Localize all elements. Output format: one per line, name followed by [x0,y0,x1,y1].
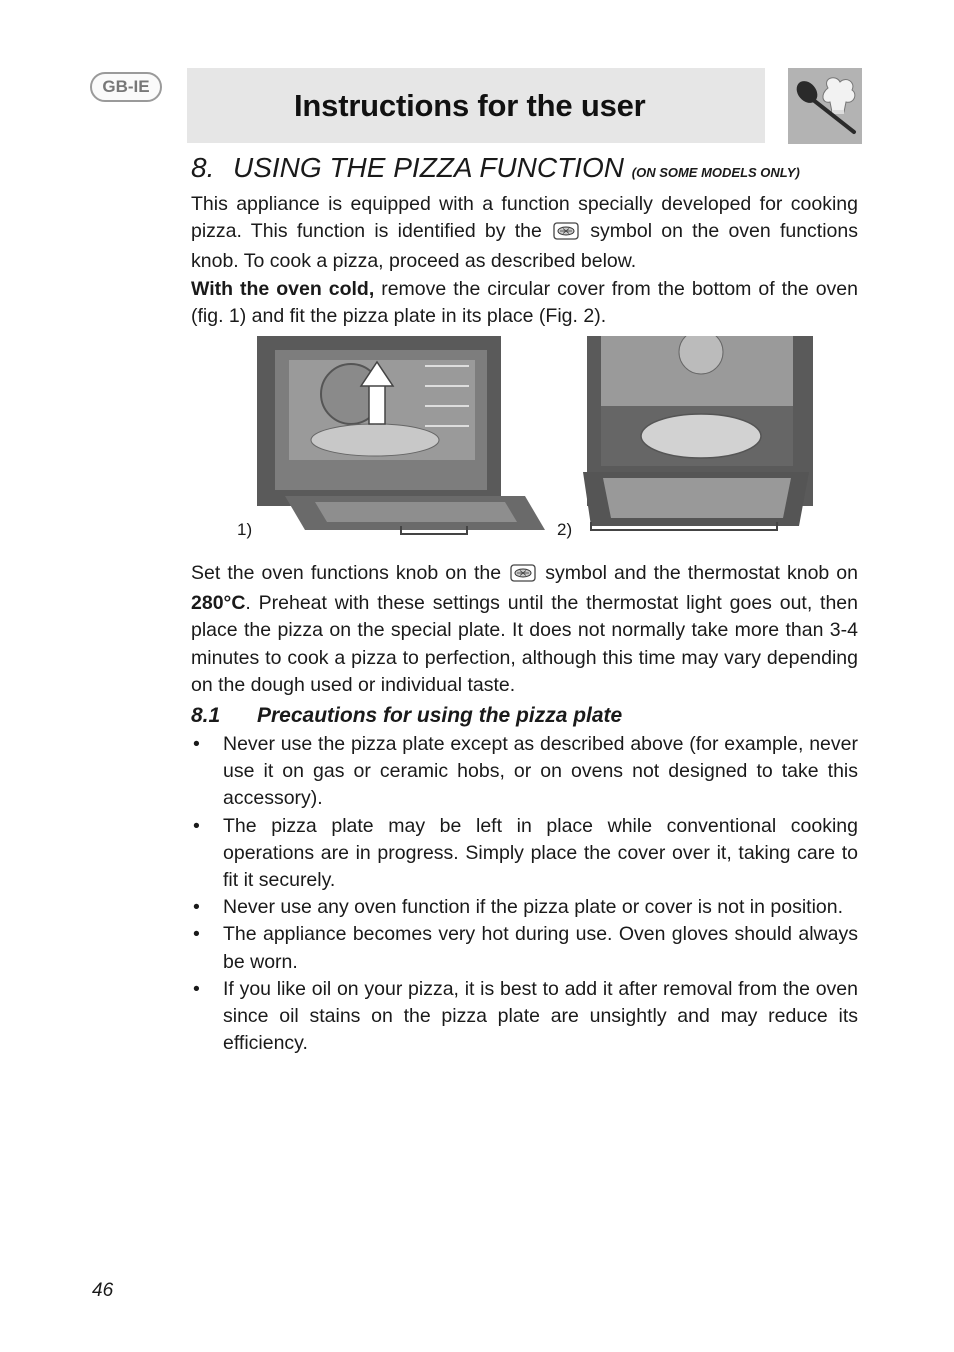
figures [191,336,858,558]
section-number: 8. [191,152,215,183]
subsection-number: 8.1 [191,704,221,728]
settings-paragraph [191,560,858,699]
oven-cold-paragraph [191,276,858,330]
section-title: USING THE PIZZA FUNCTION [233,152,624,183]
oven-cold-text: remove the circular cover from the bottom of the oven (fig. 1) and fit the pizza plate in its place (Fig. 2). [191,277,859,327]
figure-2-pizza-plate-fitted [577,336,817,536]
list-item: • The pizza plate may be left in place while conventional cooking operations are in progress. Simply place the cover over it, taking care to fit it securely. [191,813,858,895]
list-item: • If you like oil on your pizza, it is best to add it after removal from the oven since oil stains on the pizza plate are unsightly and may reduce its efficiency. [191,976,858,1058]
settings-text-rest: . Preheat with these settings until the thermostat light goes out, then place the pizza on the special plate. It does not normally take more than 3-4 minutes to cook a pizza to perfection, although this time may vary depending on the dough used or individual taste. [191,592,858,696]
figure-1-label: 1) [237,520,253,540]
figure-2-label: 2) [557,520,573,540]
intro-text-a: This appliance is equipped with a function specially developed for cooking pizza. This function is identified by the [191,193,858,243]
pizza-function-icon-2 [510,563,536,590]
intro-text-b: symbol on the oven functions knob. To cook a pizza, proceed as described below. [191,220,858,273]
figure-1-oven-cover-removal [255,336,545,536]
subsection-title: Precautions for using the pizza plate [257,704,623,728]
chef-hat-spoon-icon [788,68,862,144]
list-item: • Never use the pizza plate except as described above (for example, never use it on gas or ceramic hobs, or on ovens not designed to take this accessory). [191,731,858,813]
oven-cold-bold: With the oven cold, [191,277,375,300]
page-number: 46 [92,1280,114,1301]
settings-text-b: symbol and the thermostat knob on [545,562,858,585]
list-item: • Never use any oven function if the pizza plate or cover is not in position. [191,894,858,921]
main-content [191,150,858,1057]
section-heading [191,150,858,191]
page-header [187,68,765,143]
intro-paragraph [191,191,858,276]
subsection-heading [191,701,858,731]
precautions-list [191,731,858,1057]
settings-text-a: Set the oven functions knob on the [191,562,502,585]
language-badge: GB-IE [90,72,162,102]
temperature-value: 280°C [191,592,246,615]
page-title: Instructions for the user [294,87,646,123]
section-subtitle: (ON SOME MODELS ONLY) [631,165,800,180]
pizza-function-icon [553,221,579,248]
list-item: • The appliance becomes very hot during use. Oven gloves should always be worn. [191,921,858,975]
